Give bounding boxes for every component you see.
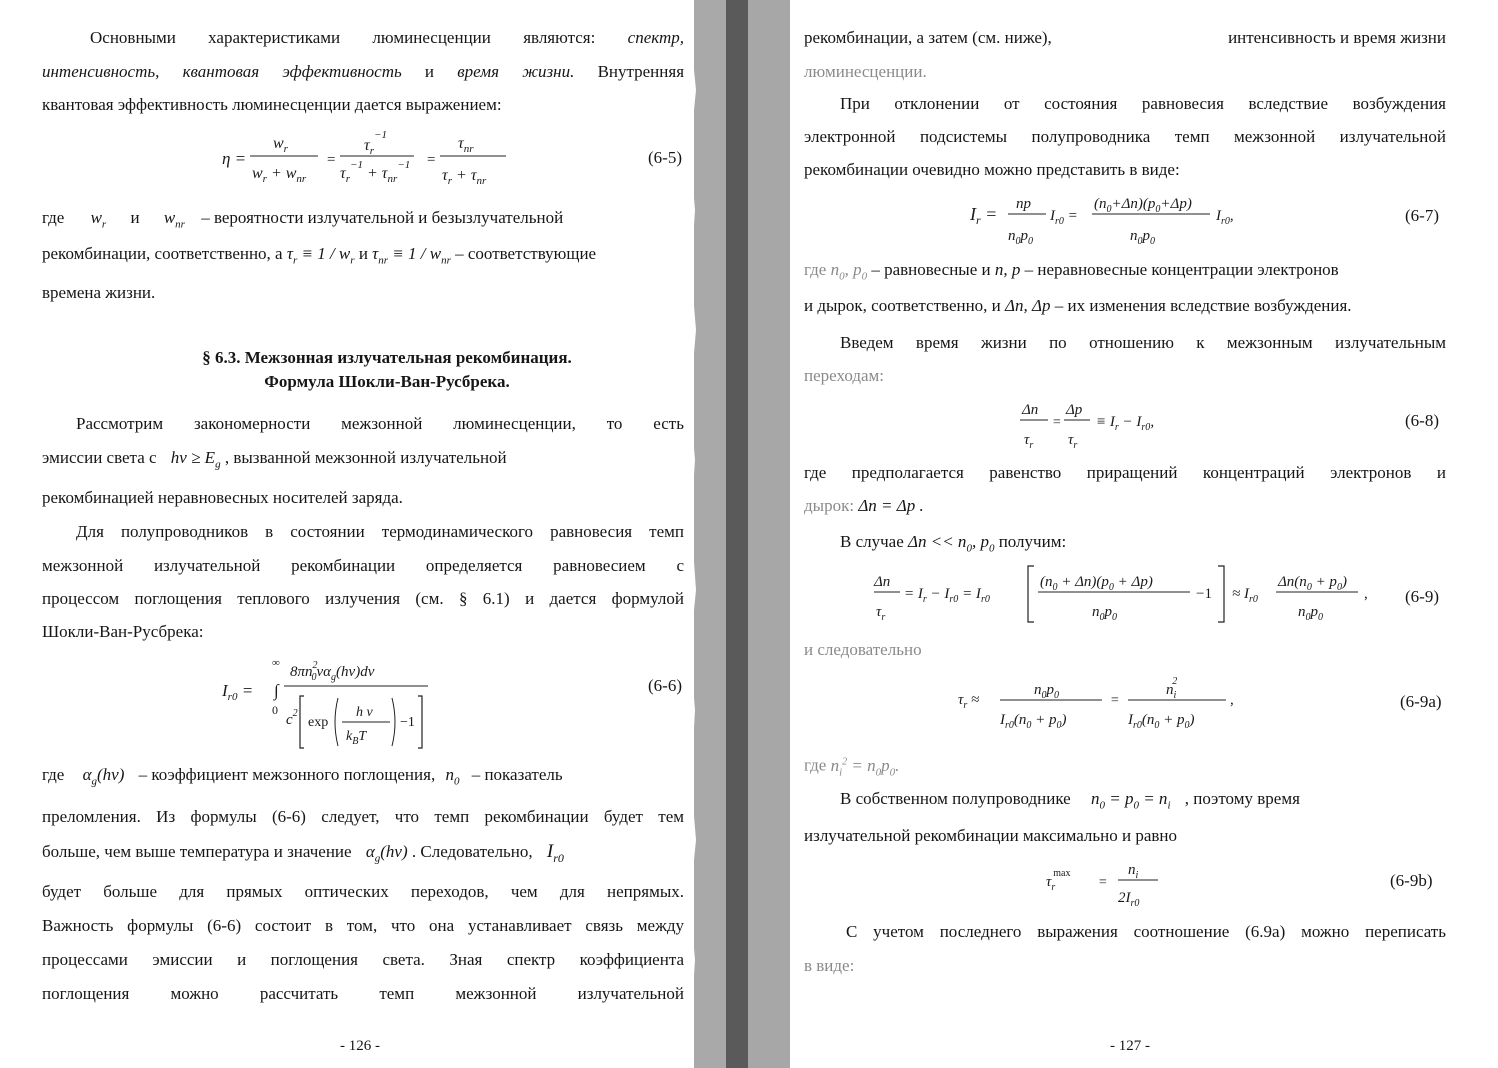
svg-text:Δn: Δn <box>874 574 891 590</box>
svg-text:exp: exp <box>308 715 329 730</box>
para1-line-2: эмиссии света с $h\nu \ge E_g$ , вызванной межзонной излучательной <box>42 448 507 471</box>
para3-line-5: Важность формулы (6-6) состоит в том, что она устанавливает связь между <box>42 916 684 935</box>
right-line-2: люминесценции. <box>804 62 927 81</box>
para1-line-1: Рассмотрим закономерности межзонной люминесценции, то есть <box>76 414 684 433</box>
svg-text:ni2: $n_i2$ <box>1166 676 1178 701</box>
svg-text:8πn20ναg(hν)dν: $8\pi n^2$ $0\nu\alpha_g(h\nu)d\nu$ <box>290 660 375 683</box>
svg-text:Δp: Δp <box>1066 402 1083 418</box>
svg-text:τr + τnr: $\tau_r + \tau_{nr}$ <box>442 167 487 187</box>
para2-line-3: процессом поглощения теплового излучения (см. § 6.1) и дается формулой <box>42 589 684 608</box>
para3-line-2: преломления. Из формулы (6-6) следует, что темп рекомбинации будет тем <box>42 807 684 826</box>
svg-text:Ir0,: $I_{r0}$, <box>1216 208 1234 227</box>
svg-text:=: = <box>1052 415 1062 430</box>
svg-text:Ir0 =: $I_{r0}$ = <box>1050 208 1078 227</box>
svg-text:Ir0(n0 + p0): $I_{r0}(n_0 + p_0)$ <box>1000 712 1067 731</box>
para1-line-3: рекомбинацией неравновесных носителей заряда. <box>42 488 403 507</box>
svg-text:n0p0: $n_0p_0$ <box>1034 682 1059 701</box>
svg-text:n0p0: $n_0p_0$ <box>1008 228 1033 247</box>
p7-line-2: излучательной рекомбинации максимально и равно <box>804 826 1178 845</box>
svg-text:0: 0 <box>272 703 278 717</box>
svg-text:≈ Ir0: ≈ $I_{r0}$ <box>1232 586 1258 605</box>
svg-text:2Ir0: $2I_{r0}$ <box>1118 890 1140 909</box>
where2-line-1: где $n_0$, $p_0$ – равновесные и n, p – неравновесные концентрации электронов <box>804 260 1339 283</box>
svg-text:Ir =: $I_r$ = <box>970 204 998 227</box>
svg-text:∫: ∫ <box>274 681 279 700</box>
intro-line-3: квантовая эффективность люминесценции дается выражением: <box>42 95 502 114</box>
svg-text:Ir0 =: $I_{r0}$ = <box>222 681 254 703</box>
equation-number-6-5: (6-5) <box>648 148 682 167</box>
p2-line-2: переходам: <box>804 366 885 385</box>
para3-line-7: поглощения можно рассчитать темп межзонной излучательной <box>42 984 684 1003</box>
svg-text:n0p0: $n_0p_0$ <box>1092 604 1117 623</box>
p8-line-2: в виде: <box>804 956 855 975</box>
intro-line-2: интенсивность, квантовая эффективность и время жизни. Внутренняя <box>42 62 685 81</box>
equation-number-6-8: (6-8) <box>1405 411 1439 430</box>
svg-text:η =: η = <box>222 149 247 168</box>
p1-line-1: При отклонении от состояния равновесия вследствие возбуждения <box>840 94 1446 113</box>
equation-6-8 <box>1018 396 1218 457</box>
svg-text:ni: $n_i$ <box>1128 862 1139 881</box>
intro-line-1: Основными характеристиками люминесценции являются: спектр, <box>90 28 685 47</box>
svg-text:=: = <box>1110 693 1120 708</box>
p4-line: В случае $\Delta n << n_0$, $p_0$ получим: <box>840 532 1067 555</box>
svg-text:(n0+Δn)(p0+Δp): $(n_0+\Delta n)(p_0+\Delta p)$ <box>1094 196 1192 215</box>
equation-6-5 <box>218 124 518 201</box>
svg-text:=: = <box>426 152 437 168</box>
p6-line: где $n_i^2 = n_0p_0$. <box>804 755 900 779</box>
p3-line-1: где предполагается равенство приращений концентраций электронов и <box>804 463 1446 482</box>
svg-text:Δn(n0 + p0): $\Delta n(n_0 + p_0)$ <box>1278 574 1347 593</box>
svg-text:τr−1: $\tau_r^{-1}$ <box>364 129 387 157</box>
right-line-1: рекомбинации, а затем (см. ниже), интенсивность и время жизни <box>804 28 1446 47</box>
p7-line-1: В собственном полупроводнике $n_0 = p_0 = n_i$ , поэтому время <box>840 789 1300 812</box>
p2-line-1: Введем время жизни по отношению к межзонным излучательным <box>840 333 1446 352</box>
equation-6-9b <box>1046 852 1186 917</box>
para3-line-1: где $\alpha_g(h\nu)$ – коэффициент межзонного поглощения, $n_0$ – показатель <box>42 765 563 788</box>
svg-text:−1: −1 <box>400 715 415 730</box>
svg-text:kBT: $k_BT$ <box>346 729 367 747</box>
equation-6-7 <box>970 190 1270 255</box>
svg-text:τnr: $\tau_{nr}$ <box>458 135 474 155</box>
where-line-3: времена жизни. <box>42 283 156 302</box>
page-number-left: - 126 - <box>340 1038 380 1054</box>
svg-text:∞: ∞ <box>272 657 280 669</box>
svg-text:=: = <box>326 152 337 168</box>
svg-text:τrmax: $\tau_r\max$ <box>1046 868 1071 893</box>
equation-6-9 <box>874 562 1374 633</box>
equation-number-6-9: (6-9) <box>1405 587 1439 606</box>
svg-text:,: , <box>1364 586 1368 602</box>
svg-text:wr + wnr: $w_r + w_{nr}$ <box>252 165 307 185</box>
equation-number-6-7: (6-7) <box>1405 206 1439 225</box>
svg-text:τr ≈: $\tau_r$ ≈ <box>958 692 980 711</box>
svg-text:τr−1 + τnr−1: $\tau_r^{-1} + \tau_{nr}^{-1}$ <box>340 159 411 185</box>
svg-text:Δn: Δn <box>1022 402 1039 418</box>
svg-text:−1: −1 <box>1196 586 1212 602</box>
equation-number-6-9a: (6-9a) <box>1400 692 1442 711</box>
torn-page-edge <box>688 0 702 1068</box>
svg-text:,: , <box>1230 692 1234 708</box>
left-page <box>0 0 700 1068</box>
right-page <box>790 0 1498 1068</box>
para2-line-4: Шокли-Ван-Русбрека: <box>42 622 204 641</box>
p1-line-2: электронной подсистемы полупроводника темп межзонной излучательной <box>804 127 1446 146</box>
svg-text:np: np <box>1016 196 1031 212</box>
svg-text:τr: $\tau_r$ <box>1068 432 1078 451</box>
equation-number-6-9b: (6-9b) <box>1390 871 1433 890</box>
svg-text:c2: $c^2$ <box>286 708 298 728</box>
p5-line: и следовательно <box>804 640 922 659</box>
para2-line-1: Для полупроводников в состоянии термодинамического равновесия темп <box>76 522 684 541</box>
svg-text:≡ Ir − Ir0,: ≡ $I_r - I_{r0}$, <box>1096 414 1155 433</box>
equation-6-9a <box>958 670 1258 739</box>
where-line-1: где $w_r$ и $w_{nr}$ – вероятности излучательной и безызлучательной <box>42 208 564 231</box>
para3-line-3: больше, чем выше температура и значение $\alpha_g(h\nu)$ . Следовательно, $I_{r0}$ <box>42 841 564 865</box>
svg-text:=: = <box>1098 875 1108 890</box>
svg-text:(n0 + Δn)(p0 + Δp): $(n_0 + \Delta n)(p_0 + \Delta p)$ <box>1040 574 1153 593</box>
svg-text:n0p0: $n_0p_0$ <box>1298 604 1323 623</box>
section-heading: § 6.3. Межзонная излучательная рекомбинация. Формула Шокли-Ван-Русбрека. <box>202 348 572 391</box>
book-spine <box>690 0 790 1068</box>
para3-line-6: процессами эмиссии и поглощения света. Зная спектр коэффициента <box>42 950 684 969</box>
where-line-2: рекомбинации, соответственно, а $\tau_r \equiv 1 / w_r$ и $\tau_{nr} \equiv 1 / w_{nr}$ – соответствующие <box>42 244 597 267</box>
equation-number-6-6: (6-6) <box>648 676 682 695</box>
where2-line-2: и дырок, соответственно, и Δn, Δp – их изменения вследствие возбуждения. <box>804 296 1352 315</box>
p8-line-1: С учетом последнего выражения соотношение (6.9a) можно переписать <box>846 922 1446 941</box>
svg-text:τr: $\tau_r$ <box>876 604 886 623</box>
svg-text:Ir0(n0 + p0): $I_{r0}(n_0 + p_0)$ <box>1128 712 1195 731</box>
equation-6-6 <box>218 652 458 757</box>
svg-text:= Ir − Ir0 = Ir0: = $I_r - I_{r0} = I_{r0}$ <box>904 586 990 605</box>
svg-text:wr: $w_r$ <box>273 135 288 155</box>
svg-text:n0p0: $n_0p_0$ <box>1130 228 1155 247</box>
p1-line-3: рекомбинации очевидно можно представить в виде: <box>804 160 1180 179</box>
p3-line-2: дырок: Δn = Δp . <box>804 496 924 515</box>
svg-text:τr: $\tau_r$ <box>1024 432 1034 451</box>
svg-text:h ν: h ν <box>356 705 373 720</box>
page-number-right: - 127 - <box>1110 1038 1150 1054</box>
para3-line-4: будет больше для прямых оптических переходов, чем для непрямых. <box>42 882 684 901</box>
para2-line-2: межзонной излучательной рекомбинации определяется равновесием с <box>42 556 684 575</box>
